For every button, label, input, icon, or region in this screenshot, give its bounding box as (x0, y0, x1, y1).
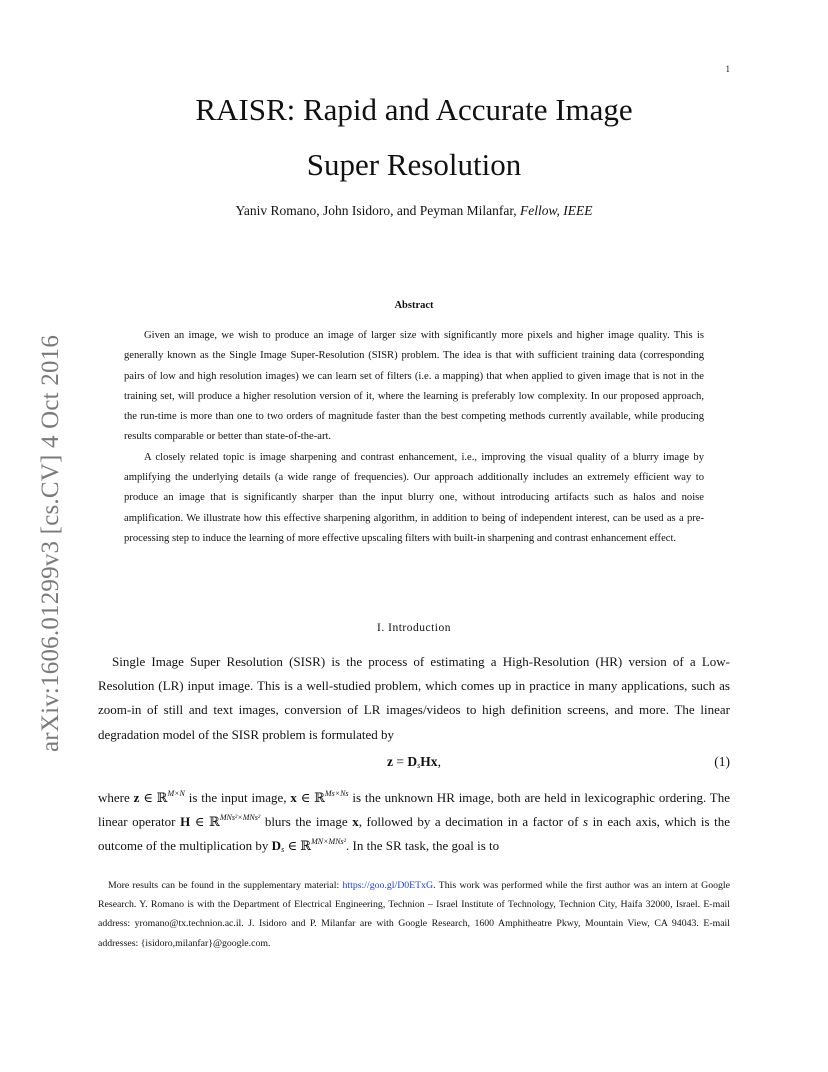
author-list (100, 203, 728, 219)
text-run: , followed by a decimation in a factor of (358, 814, 583, 830)
abstract-heading: Abstract (394, 300, 434, 311)
text-run: in each axis, which is the outcome of the multiplication by (98, 814, 731, 854)
text-run: . In the SR task, the goal is to (346, 838, 500, 854)
equation-formula: $z = D_sHx$, (387, 754, 441, 770)
abstract-body (124, 326, 704, 549)
supplementary-link[interactable]: https://goo.gl/D0ETxG (342, 880, 434, 891)
page-number: 1 (725, 64, 730, 74)
footnote (98, 876, 730, 953)
abstract-paragraph-2: A closely related topic is image sharpening and contrast enhancement, i.e., improving the visual quality of a blurry image by amplifying the underlying details (a wide range of frequencies). Our approach additionally includes an extremely efficient way to produce an image that is significantly sharper than the input blurry one, without introducing artifacts such as halos and noise amplification. We illustrate how this effective sharpening algorithm, in addition to being of independent interest, can be used as a pre-processing step to induce the learning of more effective upscaling filters with built-in sharpening and contrast enhancement effect. (124, 451, 704, 544)
intro-paragraph-1: Single Image Super Resolution (SISR) is the process of estimating a High-Resolution (HR) version of a Low-Resolution (LR) input image. This is a well-studied problem, which comes up in practice in many applications, such as zoom-in of still and text images, conversion of LR images/videos to high definition screens, and more. The linear degradation model of the SISR problem is formulated by (98, 654, 730, 742)
equation-number: (1) (714, 754, 730, 769)
arxiv-watermark: arXiv:1606.01299v3 [cs.CV] 4 Oct 2016 (37, 334, 64, 752)
author-names: Yaniv Romano, John Isidoro, and Peyman Milanfar, (235, 203, 521, 218)
section-heading-introduction: I. Introduction (377, 622, 451, 634)
paper-title-line-2: Super Resolution (306, 147, 522, 182)
paper-title-line-1: RAISR: Rapid and Accurate Image (195, 92, 633, 127)
text-run: is the unknown HR image, both are held in lexicographic ordering. The linear operator (98, 790, 731, 830)
text-run: where (98, 790, 134, 805)
intro-paragraph-2: where z ∈ ℝ$^{M\times N}$ is the input image, x ∈ ℝ$^{Ms\times Ns}$ is the unknown HR image, both are held in lexicographic ordering. The linear operator H ∈ ℝ$^{MNs^2\times MNs^2}$ blurs the image x, followed by a decimation in a factor of s in each axis, which is the outcome of the multiplication by $D_s$ ∈ ℝ$^{MN\times MNs^2}$. In the SR task, the goal is to (98, 789, 731, 855)
text-run: is the input image, (184, 790, 291, 805)
equation-1 (98, 754, 730, 776)
footnote-text-continued: . This work was performed while the first author was an intern at Google Research. Y. Romano is with the Department of Electrical Engineering, Technion – Israel Institute of Technology, Technion City, Haifa 32000, Israel. E-mail address: yromano@tx.technion.ac.il. J. Isidoro and P. Milanfar are with Google Research, 1600 Amphitheatre Pkwy, Mountain View, CA 94043. E-mail addresses: {isidoro,milanfar}@google.com. (98, 880, 730, 949)
author-affiliation-title: Fellow, IEEE (520, 203, 593, 218)
footnote-text: More results can be found in the supplementary material: (108, 880, 343, 891)
text-run: blurs the image (260, 814, 353, 830)
abstract-paragraph-1: Given an image, we wish to produce an image of larger size with significantly more pixels and higher image quality. This is generally known as the Single Image Super-Resolution (SISR) problem. The idea is that with sufficient training data (corresponding pairs of low and high resolution images) we can learn set of filters (i.e. a mapping) that when applied to given image that is not in the training set, will produce a higher resolution version of it, where the learning is preferably low complexity. In our proposed approach, the run-time is more than one to two orders of magnitude faster than the best competing methods currently available, while producing results comparable or better than state-of-the-art. (124, 330, 704, 443)
